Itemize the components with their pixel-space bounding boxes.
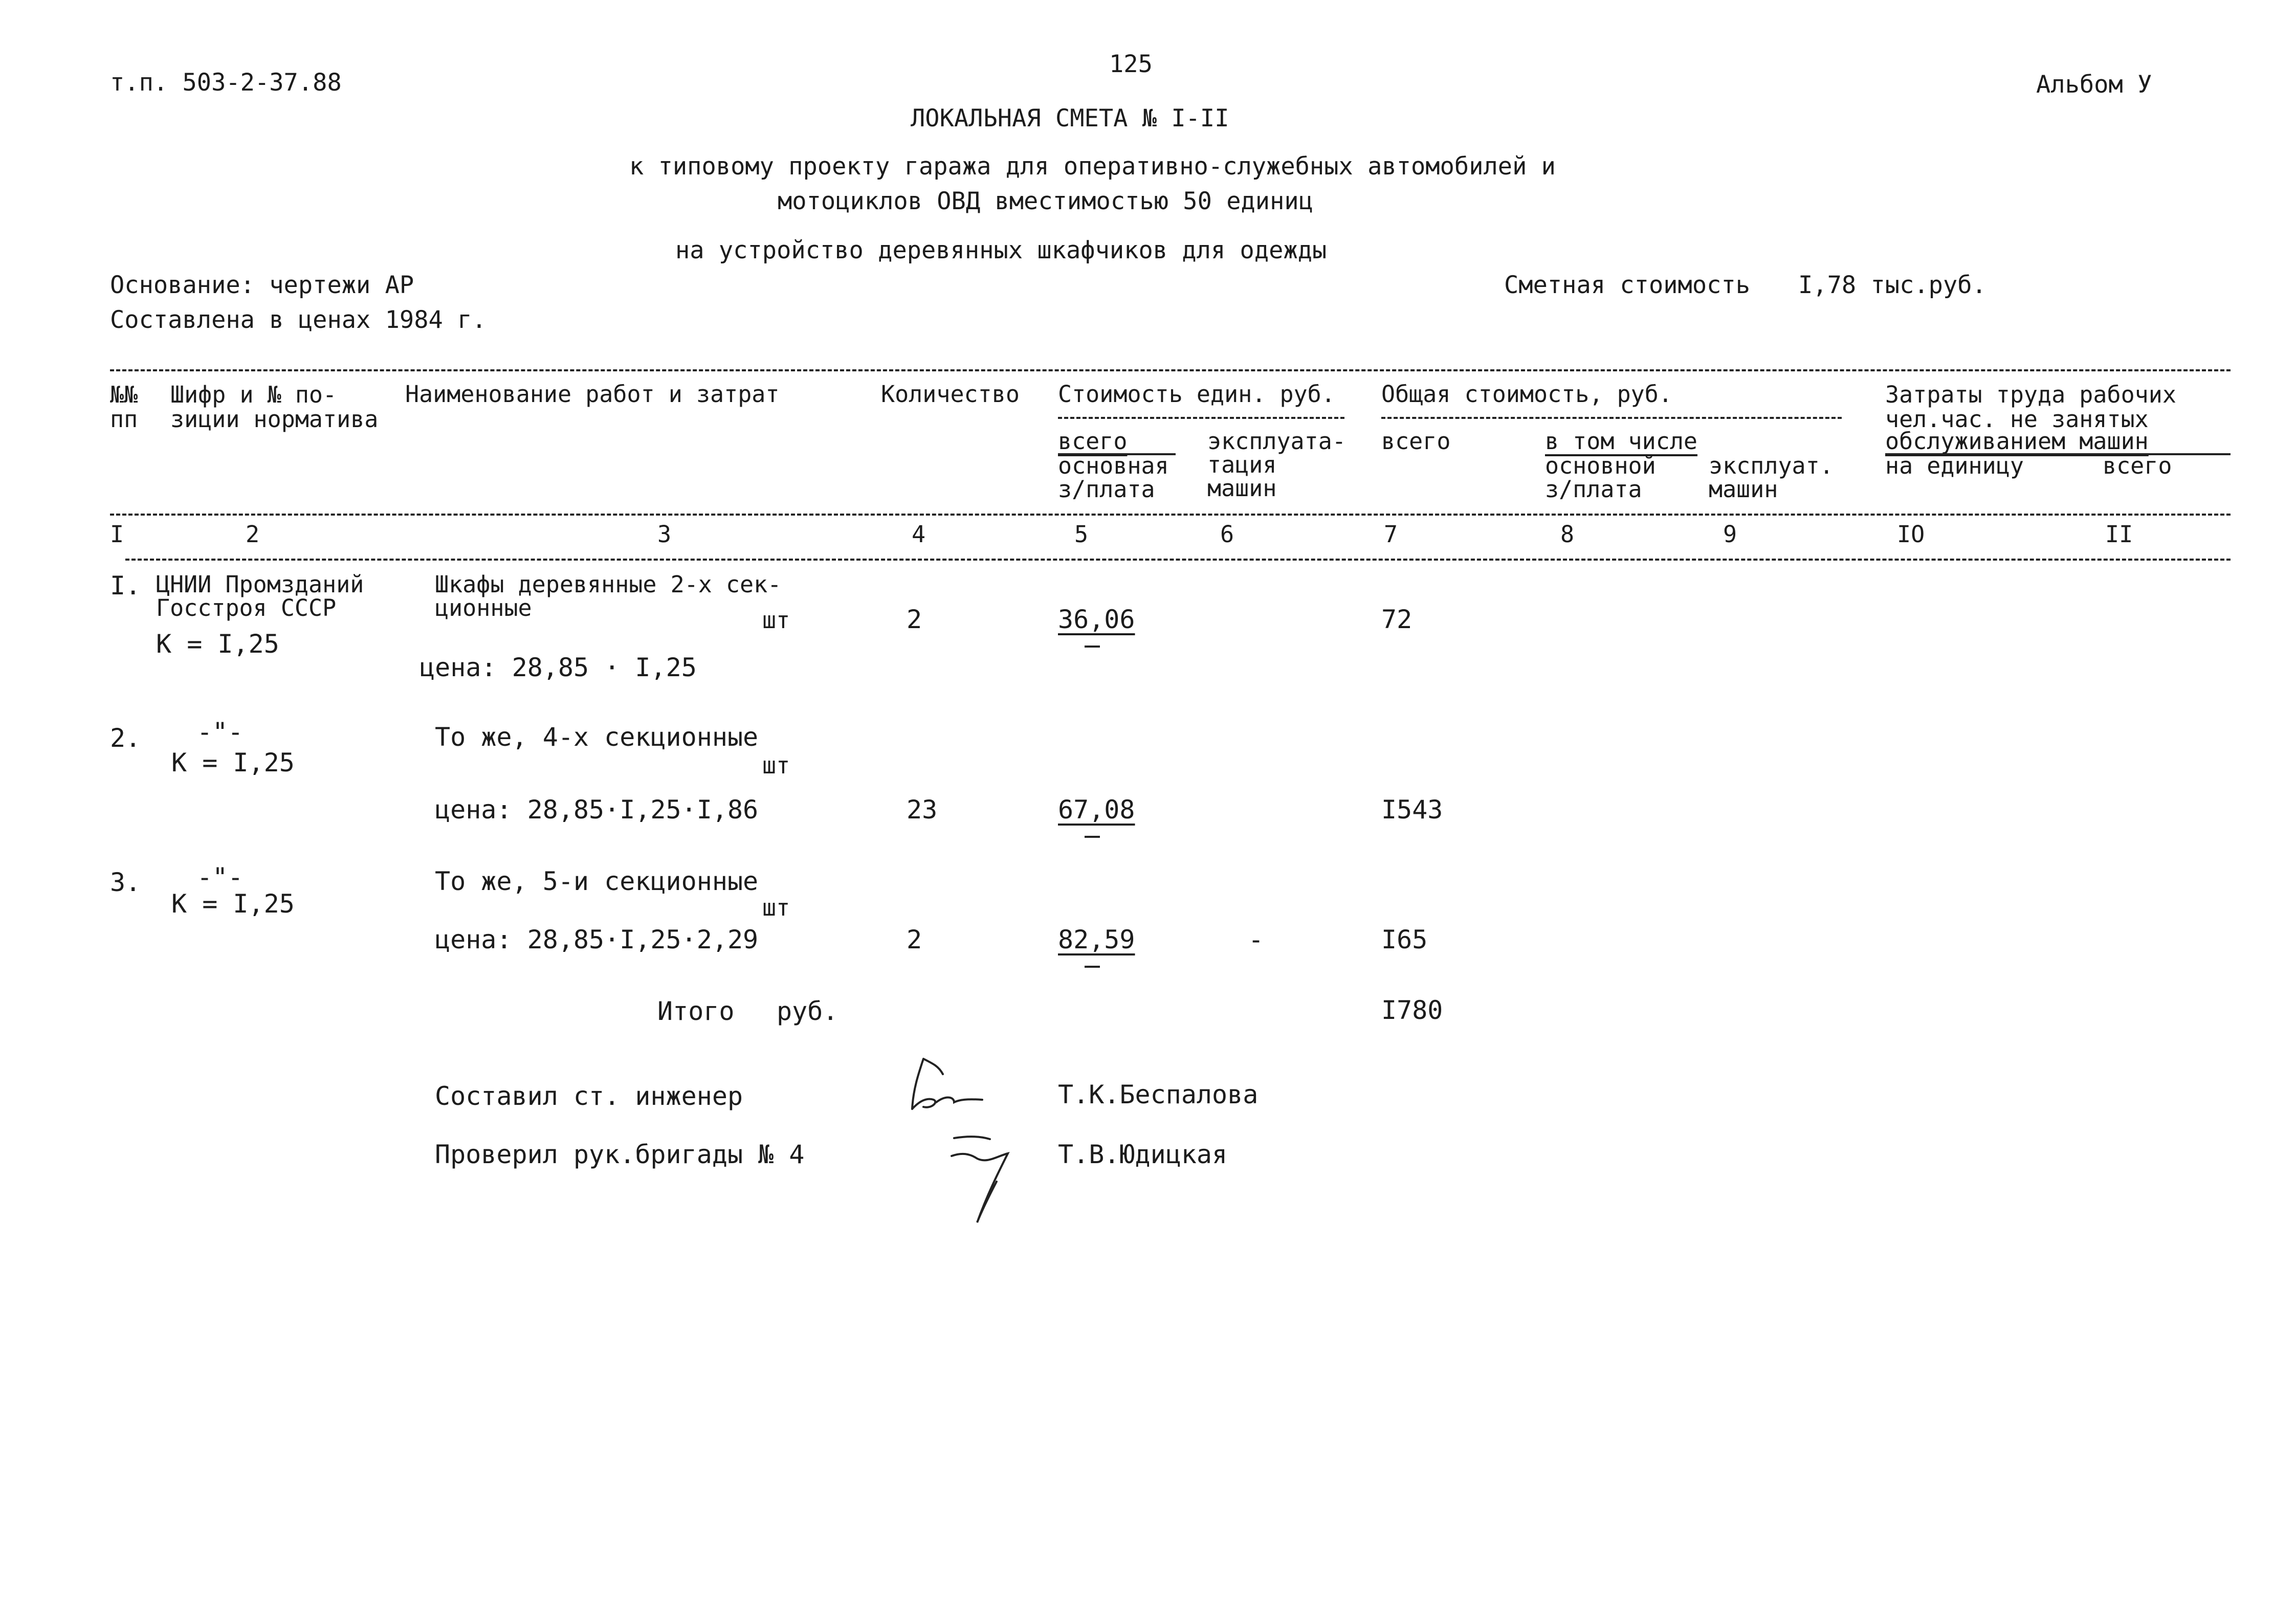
column-number: 4: [912, 521, 926, 548]
row-unit-cost: 67,08: [1058, 795, 1135, 825]
row-code: ЦНИИ Промзданий Госстроя СССР: [156, 571, 364, 621]
header-bottom-rule: [110, 514, 2231, 516]
column-number: II: [2105, 521, 2133, 548]
header-unit-wage: основная з/плата: [1058, 452, 1169, 503]
subtitle-line-2: мотоциклов ОВД вместимостью 50 единиц: [778, 187, 1313, 215]
row-price: цена: 28,85·I,25·2,29: [435, 925, 759, 954]
row-name: То же, 4-х секционные: [435, 722, 759, 752]
row-total-cost: 72: [1381, 605, 1412, 634]
row-name: Шкафы деревянные 2-х сек- ционные: [435, 571, 782, 621]
total-label: Итого: [657, 996, 735, 1026]
basis-line: Основание: чертежи АР: [110, 271, 414, 299]
total-value: I780: [1381, 995, 1443, 1025]
row-unit-cost-sub: [1085, 646, 1100, 648]
header-including: в том числе: [1545, 428, 1698, 455]
checked-by-label: Проверил рук.бригады № 4: [435, 1140, 805, 1169]
header-col-name: Наименование работ и затрат: [405, 381, 780, 408]
row-unit: шт: [762, 607, 790, 634]
total-cost-sub-rule: [1381, 417, 1842, 419]
prices-line: Составлена в ценах 1984 г.: [110, 306, 487, 334]
header-unit-total: всего: [1058, 428, 1128, 455]
row-total-cost: I543: [1381, 795, 1443, 825]
header-labor-total: всего: [2103, 452, 2172, 479]
row-coefficient: К = I,25: [156, 629, 279, 659]
row-number: I.: [110, 571, 141, 601]
row-unit-cost-sub: [1085, 966, 1100, 968]
checked-by-name: Т.В.Юдицкая: [1058, 1140, 1228, 1169]
row-code: -"-: [197, 862, 244, 892]
row-unit: шт: [762, 894, 790, 921]
column-number: I: [110, 521, 124, 548]
labor-sub-underline: [1885, 453, 2231, 455]
header-col-code: Шифр и № по- зиции норматива: [170, 381, 379, 433]
handwritten-signature-compiled: [903, 1054, 995, 1115]
header-including-machine: эксплуат. машин: [1709, 452, 1834, 503]
column-number: 5: [1074, 521, 1089, 548]
header-col-number: №№ пп: [110, 381, 138, 433]
header-labor-sub: обслуживанием машин: [1885, 428, 2149, 455]
column-number: 3: [657, 521, 672, 548]
row-unit-cost-sub: [1085, 836, 1100, 838]
column-number: 9: [1723, 521, 1737, 548]
column-number: 8: [1560, 521, 1575, 548]
page-number: 125: [1109, 50, 1153, 78]
header-col-quantity: Количество: [881, 381, 1020, 408]
header-unit-machine: эксплуата- тация машин: [1207, 428, 1346, 502]
total-unit: руб.: [777, 996, 838, 1026]
header-col-labor: Затраты труда рабочих чел.час. не занятых: [1885, 381, 2176, 433]
table-top-rule: [110, 369, 2231, 371]
album-label: Альбом У: [2036, 71, 2152, 99]
row-coefficient: К = I,25: [171, 889, 295, 919]
subtitle-line-3: на устройство деревянных шкафчиков для одежды: [675, 236, 1327, 264]
compiled-by-name: Т.К.Беспалова: [1058, 1080, 1259, 1109]
header-including-wage: основной з/плата: [1545, 452, 1656, 503]
row-code: -"-: [197, 717, 244, 747]
column-number: 2: [246, 521, 260, 548]
unit-total-underline: [1058, 453, 1176, 455]
row-total-cost: I65: [1381, 925, 1428, 954]
estimated-cost-value: I,78 тыс.руб.: [1798, 271, 1986, 299]
header-col-total-cost: Общая стоимость, руб.: [1381, 381, 1672, 408]
row-quantity: 2: [907, 925, 922, 954]
handwritten-signature-checked: [941, 1133, 1023, 1230]
row-price: цена: 28,85 · I,25: [420, 653, 697, 682]
row-unit: шт: [762, 752, 790, 779]
header-labor-per-unit: на единицу: [1885, 452, 2024, 479]
row-price: цена: 28,85·I,25·I,86: [435, 795, 759, 825]
document-title: ЛОКАЛЬНАЯ СМЕТА № I-II: [911, 104, 1229, 132]
row-unit-cost: 36,06: [1058, 605, 1135, 634]
header-col-unit-cost: Стоимость един. руб.: [1058, 381, 1335, 408]
column-number: 7: [1384, 521, 1398, 548]
row-coefficient: К = I,25: [171, 748, 295, 777]
unit-cost-sub-rule: [1058, 417, 1344, 419]
row-number: 3.: [110, 868, 141, 897]
row-name: То же, 5-и секционные: [435, 866, 759, 896]
row-quantity: 2: [907, 605, 922, 634]
row-machine-cost: -: [1248, 925, 1264, 954]
column-number: 6: [1220, 521, 1234, 548]
estimated-cost-label: Сметная стоимость: [1504, 271, 1751, 299]
subtitle-line-1: к типовому проекту гаража для оперативно-служебных автомобилей и: [629, 152, 1556, 181]
document-code: т.п. 503-2-37.88: [110, 69, 342, 97]
compiled-by-label: Составил ст. инженер: [435, 1081, 743, 1111]
column-number: IO: [1897, 521, 1925, 548]
row-number: 2.: [110, 723, 141, 753]
row-unit-cost: 82,59: [1058, 925, 1135, 954]
numbers-bottom-rule: [125, 559, 2231, 561]
header-total-all: всего: [1381, 428, 1451, 455]
row-quantity: 23: [907, 795, 938, 825]
